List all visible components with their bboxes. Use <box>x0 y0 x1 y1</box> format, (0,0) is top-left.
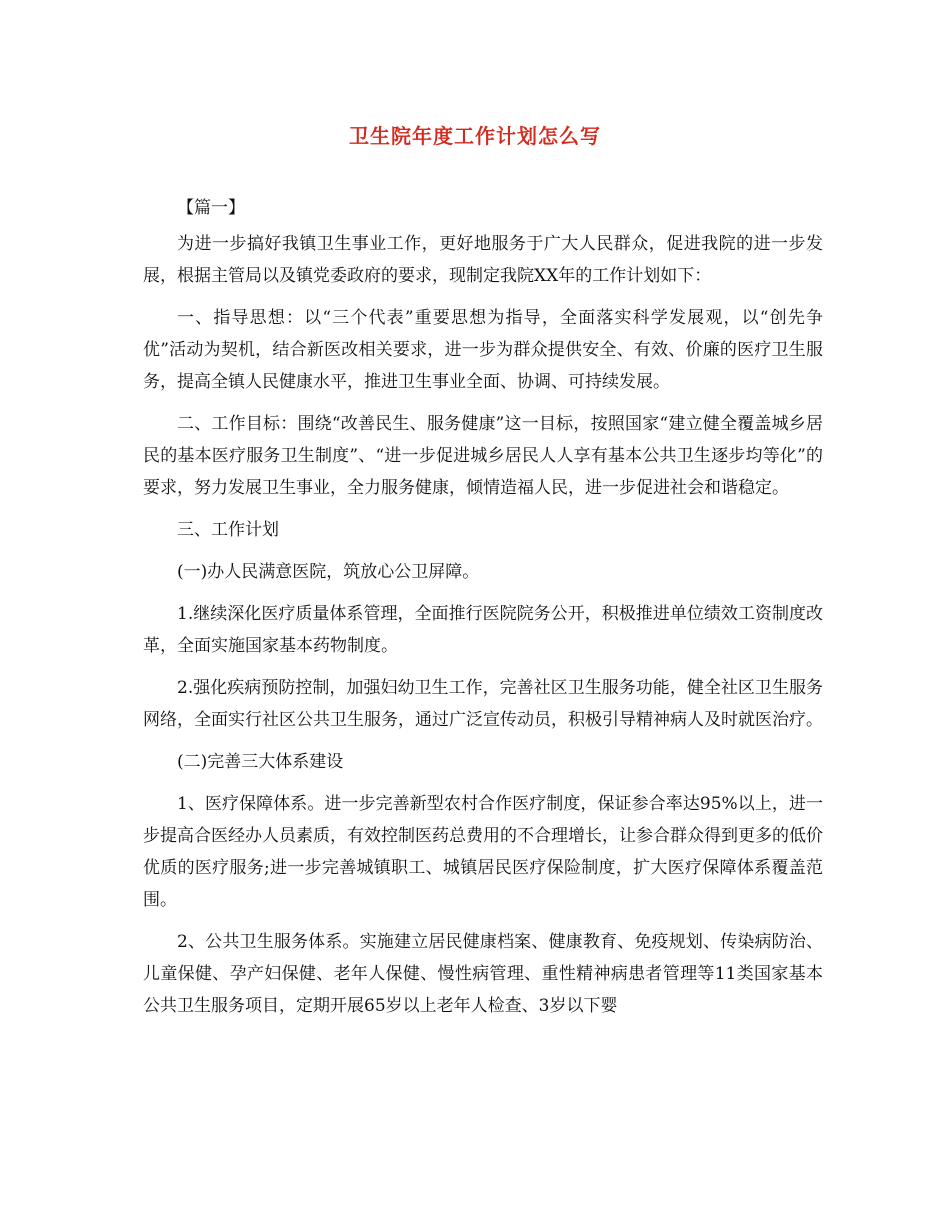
paragraph: 2.强化疾病预防控制，加强妇幼卫生工作，完善社区卫生服务功能，健全社区卫生服务网络，全面实行社区公共卫生服务，通过广泛宣传动员，积极引导精神病人及时就医治疗。 <box>143 678 823 730</box>
paragraph: 为进一步搞好我镇卫生事业工作，更好地服务于广大人民群众，促进我院的进一步发展，根据主管局以及镇党委政府的要求，现制定我院XX年的工作计划如下： <box>143 234 823 286</box>
document-body <box>143 192 823 1032</box>
paragraph: 一、指导思想：以“三个代表”重要思想为指导，全面落实科学发展观，以“创先争优”活动为契机，结合新医改相关要求，进一步为群众提供安全、有效、价廉的医疗卫生服务，提高全镇人民健康水平，推进卫生事业全面、协调、可持续发展。 <box>143 308 823 392</box>
paragraph: 2、公共卫生服务体系。实施建立居民健康档案、健康教育、免疫规划、传染病防治、儿童保健、孕产妇保健、老年人保健、慢性病管理、重性精神病患者管理等11类国家基本公共卫生服务项目，定期开展65岁以上老年人检查、3岁以下婴 <box>143 932 823 1016</box>
paragraph: 三、工作计划 <box>177 520 279 540</box>
section-heading: 【篇一】 <box>177 198 245 218</box>
paragraph: 二、工作目标：围绕“改善民生、服务健康”这一目标，按照国家“建立健全覆盖城乡居民的基本医疗服务卫生制度”、“进一步促进城乡居民人人享有基本公共卫生逐步均等化”的要求，努力发展卫生事业，全力服务健康，倾情造福人民，进一步促进社会和谐稳定。 <box>143 414 823 498</box>
paragraph: 1、医疗保障体系。进一步完善新型农村合作医疗制度，保证参合率达95%以上，进一步提高合医经办人员素质，有效控制医药总费用的不合理增长，让参合群众得到更多的低价优质的医疗服务;进一步完善城镇职工、城镇居民医疗保险制度，扩大医疗保障体系覆盖范围。 <box>143 794 823 910</box>
paragraph: (一)办人民满意医院，筑放心公卫屏障。 <box>177 562 480 582</box>
paragraph: 1.继续深化医疗质量体系管理，全面推行医院院务公开，积极推进单位绩效工资制度改革，全面实施国家基本药物制度。 <box>143 604 823 656</box>
document-title: 卫生院年度工作计划怎么写 <box>349 124 601 148</box>
paragraph: (二)完善三大体系建设 <box>177 752 344 772</box>
